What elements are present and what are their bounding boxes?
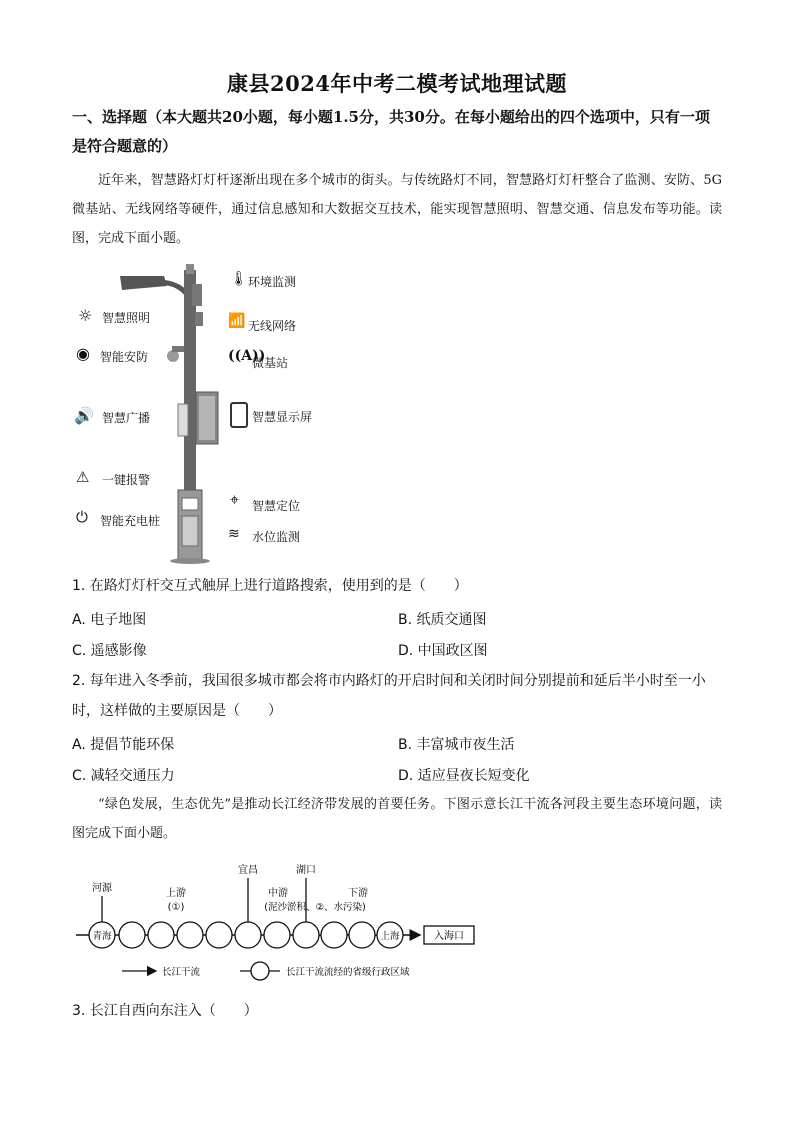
label-smart-charging: 智能充电桩: [100, 514, 161, 528]
legend-mainstream: 长江干流: [162, 967, 201, 978]
label-middle-reach: 中游: [268, 888, 288, 899]
q2-option-a[interactable]: A. 提倡节能环保: [72, 737, 175, 753]
sun-icon: ☼: [78, 306, 93, 325]
q1-option-c[interactable]: C. 遥感影像: [72, 643, 147, 659]
label-river-source: 河源: [92, 883, 112, 894]
q1-option-d[interactable]: D. 中国政区图: [398, 643, 488, 659]
plug-icon: ⏻: [76, 508, 88, 526]
thermometer-icon: 🌡: [230, 271, 248, 287]
label-environment-monitoring: 环境监测: [248, 275, 297, 289]
q2-option-c[interactable]: C. 减轻交通压力: [72, 768, 175, 784]
camera-icon: ◉: [76, 344, 90, 363]
label-hukou: 湖口: [296, 865, 316, 876]
label-lower-reach: 下游: [348, 888, 368, 899]
question-1-stem: 1. 在路灯灯杆交互式触屏上进行道路搜索，使用到的是（ ）: [72, 578, 468, 594]
label-micro-base-station: 微基站: [252, 356, 289, 370]
intro-paragraph-1: 近年来，智慧路灯灯杆逐渐出现在多个城市的街头。与传统路灯不同，智慧路灯灯杆整合了监测、安防、5G微基站、无线网络等硬件，通过信息感知和大数据交互技术，能实现智慧照明、智慧交通、信息发布等功能。读图，完成下面小题。: [72, 173, 722, 246]
q2-option-b[interactable]: B. 丰富城市夜生活: [398, 737, 515, 753]
label-smart-security: 智能安防: [100, 350, 149, 364]
yangtze-diagram: [72, 860, 492, 985]
label-wireless-network: 无线网络: [248, 319, 297, 333]
screen-icon: [230, 402, 248, 428]
question-2-stem: 2. 每年进入冬季前，我国很多城市都会将市内路灯的开启时间和关闭时间分别提前和延后半小时至一小时，这样做的主要原因是（ ）: [72, 673, 706, 719]
label-qinghai: 青海: [92, 931, 112, 942]
wifi-icon: 📶: [228, 313, 246, 329]
label-upper-reach: 上游: [166, 888, 186, 899]
speaker-icon: 🔊: [74, 406, 94, 425]
smart-lamp-figure: [72, 262, 332, 567]
q2-option-d[interactable]: D. 适应昼夜长短变化: [398, 768, 530, 784]
q1-option-b[interactable]: B. 纸质交通图: [398, 612, 487, 628]
label-smart-display: 智慧显示屏: [252, 410, 313, 424]
page-title: 康县2024年中考二模考试地理试题: [227, 71, 567, 96]
question-3-stem: 3. 长江自西向东注入（ ）: [72, 1003, 258, 1019]
label-yichang: 宜昌: [238, 865, 258, 876]
label-upper-note: (①): [167, 902, 185, 913]
alarm-icon: ⚠: [76, 468, 90, 486]
label-shanghai: 上海: [380, 931, 400, 942]
location-pin-icon: ⌖: [230, 490, 240, 509]
legend-provinces: 长江干流流经的省级行政区域: [286, 967, 410, 978]
label-one-key-alarm: 一键报警: [102, 473, 151, 487]
antenna-icon: ((A)): [228, 348, 266, 364]
label-smart-lighting: 智慧照明: [102, 311, 151, 325]
label-smart-positioning: 智慧定位: [252, 499, 301, 513]
label-smart-broadcast: 智慧广播: [102, 411, 151, 425]
intro-paragraph-2: “绿色发展，生态优先”是推动长江经济带发展的首要任务。下图示意长江干流各河段主要生态环境问题，读图完成下面小题。: [72, 797, 722, 841]
label-estuary: 入海口: [434, 931, 464, 942]
water-level-icon: ≋: [228, 526, 240, 542]
label-middle-note: (泥沙淤积、②、水污染): [264, 902, 366, 913]
section-heading: 一、选择题（本大题共20小题，每小题1.5分，共30分。在每小题给出的四个选项中，只有一项是符合题意的）: [72, 108, 710, 155]
yangtze-river-svg: [72, 860, 492, 985]
label-water-level-monitoring: 水位监测: [252, 530, 301, 544]
q1-option-a[interactable]: A. 电子地图: [72, 612, 147, 628]
